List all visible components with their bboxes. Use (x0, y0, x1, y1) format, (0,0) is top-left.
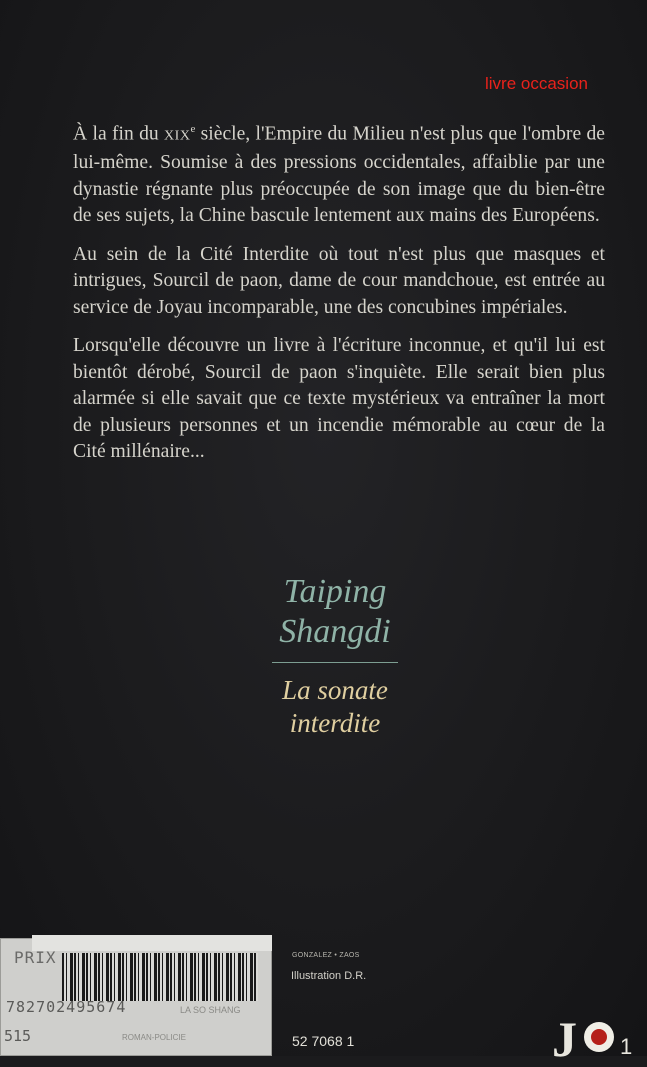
book-title (250, 674, 420, 740)
blurb-paragraph-2: Au sein de la Cité Interdite où tout n'est plus que masques et intrigues, Sourcil de paon, dame de cour mandchoue, est entrée au service de Joyau incomparable, une des concubines impériales. (73, 243, 605, 318)
blurb-p1-intro: À la fin du (73, 123, 165, 145)
century-superscript: e (190, 123, 196, 135)
blurb-text (73, 116, 605, 478)
watermark-text: livre occasion (485, 74, 588, 93)
blurb-p1-body: siècle, l'Empire du Milieu n'est plus que l'ombre de lui-même. Soumise à des pressions occidentales, affaiblie par une dynastie régnante plus préoccupée de son image que du bien-être de ses sujets, la Chine bascule lentement aux mains des Européens. (73, 123, 605, 227)
title-divider (272, 662, 398, 663)
sticker-side-text: LA SO SHANG (180, 1005, 241, 1015)
illustration-credit: Illustration D.R. (291, 970, 367, 982)
blurb-paragraph-1 (73, 116, 605, 230)
sticker-isbn: 782702495674 (6, 998, 127, 1016)
author-second-line: Shangdi (279, 613, 391, 650)
publisher-logo-number: 1 (620, 1034, 633, 1059)
publisher-logo-letter: J (552, 1011, 577, 1067)
title-second-line: interdite (289, 708, 381, 738)
sticker-code: 515 (4, 1027, 32, 1045)
designer-credit: GONZALEZ • ZAOS (292, 952, 360, 959)
catalog-code: 52 7068 1 (292, 1033, 355, 1049)
sticker-price-label: PRIX (14, 948, 57, 967)
publisher-logo-icon (584, 1022, 614, 1052)
author-first-line: Taiping (283, 573, 387, 610)
author-name (260, 572, 410, 652)
title-first-line: La sonate (282, 675, 388, 705)
sticker-genre-text: ROMAN-POLICIE (122, 1033, 187, 1042)
century-numeral: XIX (164, 128, 191, 144)
barcode (62, 953, 258, 1001)
blurb-paragraph-3: Lorsqu'elle découvre un livre à l'écriture inconnue, et qu'il lui est bientôt dérobé, Sourcil de paon s'inquiète. Elle serait bien plus alarmée si elle savait que ce texte mystérieux va entraîner la mort de plusieurs personnes et un incendie mémorable au cœur de la Cité millénaire... (73, 335, 605, 463)
